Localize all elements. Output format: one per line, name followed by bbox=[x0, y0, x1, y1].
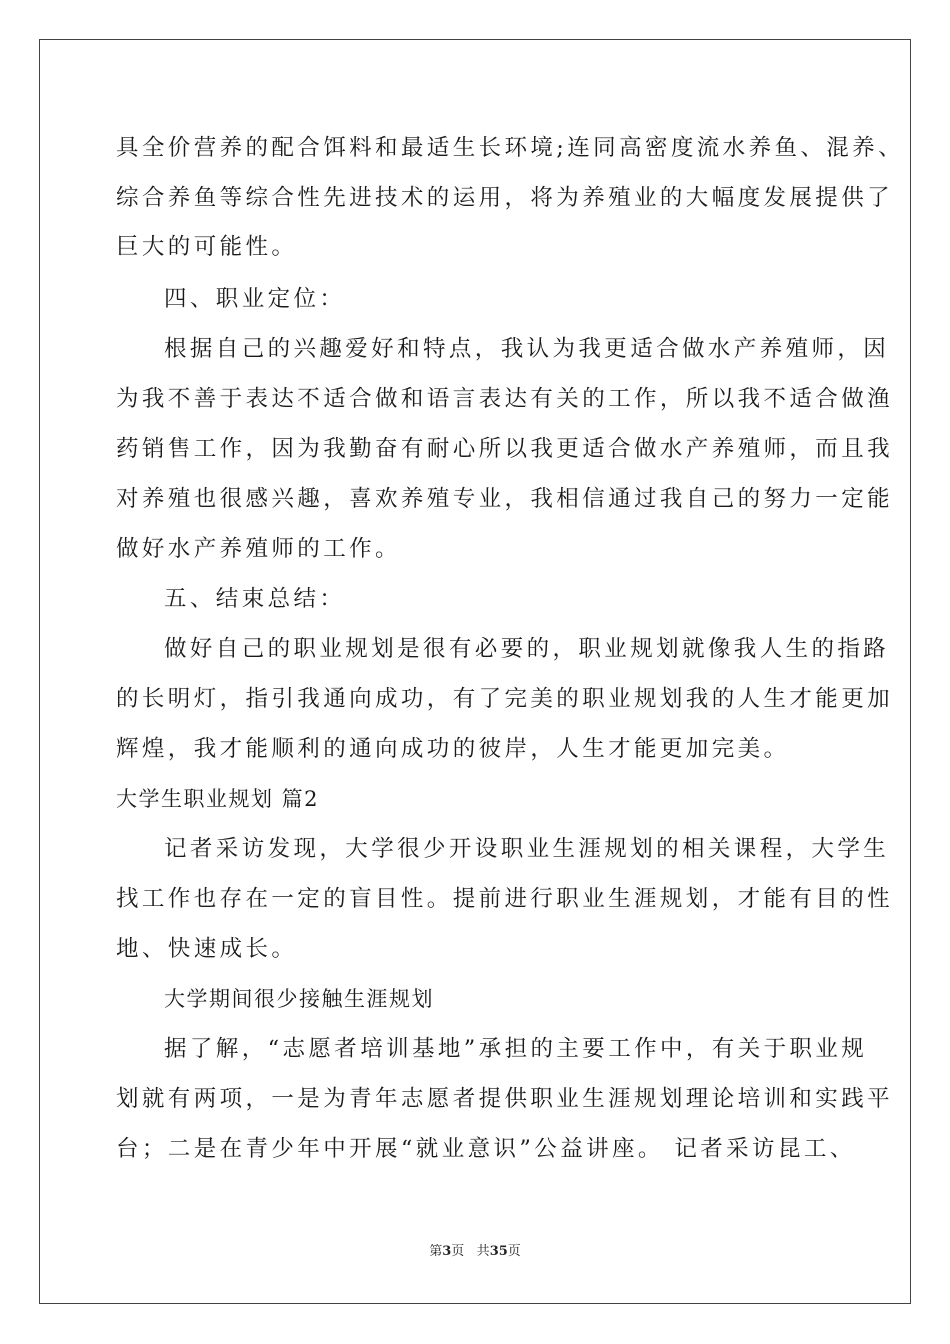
page-number: 3 bbox=[442, 1244, 452, 1259]
body-line: 根据自己的兴趣爱好和特点，我认为我更适合做水产养殖师，因 bbox=[164, 336, 890, 362]
body-line: 具全价营养的配合饵料和最适生长环境;连同高密度流水养鱼、混养、 bbox=[116, 135, 904, 161]
body-line: 划就有两项，一是为青年志愿者提供职业生涯规划理论培训和实践平 bbox=[116, 1086, 894, 1112]
body-line: 综合养鱼等综合性先进技术的运用，将为养殖业的大幅度发展提供了 bbox=[116, 185, 894, 211]
body-line: 药销售工作，因为我勤奋有耐心所以我更适合做水产养殖师，而且我 bbox=[116, 436, 894, 462]
page-footer bbox=[0, 1240, 950, 1259]
body-line: 的长明灯，指引我通向成功，有了完美的职业规划我的人生才能更加 bbox=[116, 686, 894, 712]
total-pages: 35 bbox=[489, 1244, 508, 1259]
body-line: 找工作也存在一定的盲目性。提前进行职业生涯规划，才能有目的性 bbox=[116, 886, 894, 912]
section-heading: 四、职业定位： bbox=[164, 286, 346, 312]
body-line: 对养殖也很感兴趣，喜欢养殖专业，我相信通过我自己的努力一定能 bbox=[116, 486, 894, 512]
body-line: 做好自己的职业规划是很有必要的，职业规划就像我人生的指路 bbox=[164, 636, 890, 662]
section-heading: 五、结束总结： bbox=[164, 586, 346, 612]
body-line: 台；二是在青少年中开展“就业意识”公益讲座。 记者采访昆工、 bbox=[116, 1136, 856, 1162]
body-line: 巨大的可能性。 bbox=[116, 234, 298, 260]
body-line: 辉煌，我才能顺利的通向成功的彼岸，人生才能更加完美。 bbox=[116, 736, 790, 762]
total-suffix: 页 bbox=[507, 1244, 521, 1259]
body-line: 做好水产养殖师的工作。 bbox=[116, 536, 401, 562]
body-line: 据了解，“志愿者培训基地”承担的主要工作中，有关于职业规 bbox=[164, 1036, 868, 1062]
body-line: 为我不善于表达不适合做和语言表达有关的工作，所以我不适合做渔 bbox=[116, 386, 894, 412]
body-line: 记者采访发现，大学很少开设职业生涯规划的相关课程，大学生 bbox=[164, 836, 890, 862]
subheading: 大学期间很少接触生涯规划 bbox=[164, 987, 434, 1011]
total-prefix: 共 bbox=[476, 1244, 490, 1259]
page-suffix: 页 bbox=[451, 1244, 465, 1259]
article-title: 大学生职业规划 篇2 bbox=[116, 787, 320, 811]
page-border bbox=[39, 39, 911, 1304]
body-line: 地、快速成长。 bbox=[116, 936, 298, 962]
page-prefix: 第 bbox=[429, 1244, 443, 1259]
